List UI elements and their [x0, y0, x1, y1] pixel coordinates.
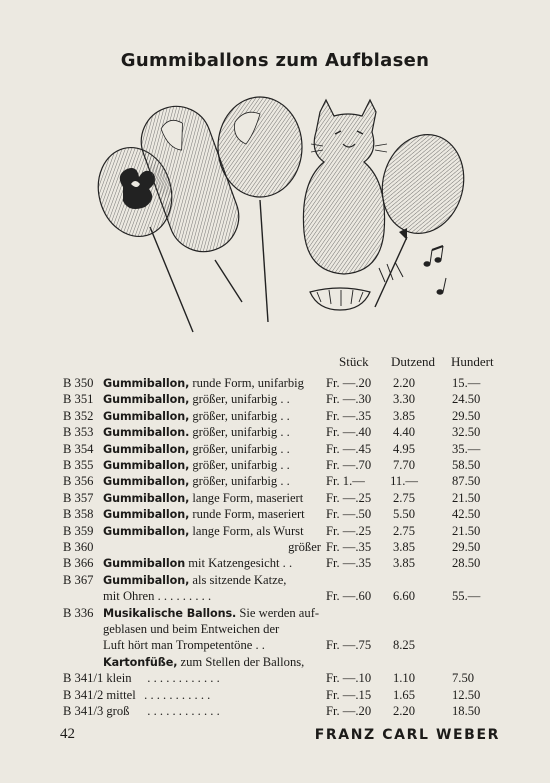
item-code: B 366: [63, 556, 94, 571]
price-per-piece: Fr. —.20: [326, 704, 372, 718]
table-row: [0, 472, 550, 490]
price-per-piece: Fr. —.35: [326, 408, 372, 423]
price-per-dozen: 3.85: [392, 556, 416, 571]
price-per-dozen: 3.30: [392, 392, 416, 407]
item-code: B 351: [63, 392, 94, 407]
item-code: B 336: [63, 605, 94, 620]
price-per-piece: Fr. —.25: [326, 523, 372, 538]
price-per-dozen: 1.65: [392, 687, 416, 702]
item-detail: geblasen und beim Entweichen der: [103, 622, 280, 636]
item-name: Kartonfüße,: [103, 655, 178, 669]
price-per-dozen: 11.—: [390, 474, 418, 489]
price-per-hundred: 32.50: [452, 425, 481, 440]
table-row: [0, 456, 550, 474]
item-description: [141, 702, 321, 720]
table-row: [0, 604, 550, 622]
balloon-cat: [303, 100, 387, 310]
table-row: [0, 669, 550, 687]
price-per-dozen: 3.85: [392, 540, 416, 554]
table-row: [0, 620, 550, 638]
item-detail: größer: [288, 540, 321, 554]
item-detail: größer, unifarbig . .: [189, 458, 290, 472]
price-per-dozen: 8.25: [392, 638, 416, 653]
price-per-hundred: 21.50: [452, 523, 481, 538]
price-per-piece: Fr. —.35: [326, 540, 372, 554]
price-per-piece: Fr. —.50: [326, 507, 372, 522]
table-row: [0, 554, 550, 572]
price-per-hundred: 29.50: [452, 540, 481, 554]
price-per-hundred: 42.50: [452, 507, 481, 522]
page-title: Gummiballons zum Aufblasen: [120, 50, 430, 71]
publisher-name: FRANZ CARL WEBER: [314, 727, 500, 743]
price-per-dozen: 2.75: [392, 490, 416, 505]
item-detail: mit Ohren . . . . . . . . .: [103, 589, 212, 604]
table-row: [0, 636, 550, 654]
price-per-piece: Fr. 1.—: [326, 474, 365, 489]
table-row: [0, 390, 550, 408]
table-row: [0, 489, 550, 507]
table-row: [0, 440, 550, 458]
item-code: B 341/3 groß: [63, 704, 130, 718]
price-per-dozen: 2.75: [392, 523, 416, 538]
item-description: [103, 538, 321, 556]
price-per-dozen: 2.20: [392, 376, 416, 390]
item-detail: größer, unifarbig . .: [189, 441, 290, 456]
price-per-piece: Fr. —.10: [326, 671, 372, 686]
table-row: [0, 374, 550, 392]
price-per-piece: Fr. —.75: [326, 638, 372, 653]
item-code: B 356: [63, 474, 94, 489]
item-description: [103, 620, 321, 638]
item-code: B 353: [63, 425, 94, 440]
item-detail: zum Stellen der Ballons,: [177, 654, 305, 669]
price-per-hundred: 12.50: [452, 687, 481, 702]
column-header-stueck: Stück: [339, 354, 369, 369]
item-name: Gummiballon,: [103, 377, 190, 390]
price-per-piece: Fr. —.60: [326, 589, 372, 604]
price-per-dozen: 1.10: [392, 671, 416, 686]
price-per-hundred: 21.50: [452, 490, 481, 505]
item-name: Gummiballon,: [103, 524, 190, 538]
item-name: Gummiballon,: [103, 573, 190, 587]
item-code: B 341/1 klein: [63, 671, 132, 686]
price-per-piece: Fr. —.25: [326, 490, 372, 505]
price-per-dozen: 4.95: [392, 441, 416, 456]
column-header-dutzend: Dutzend: [391, 354, 436, 369]
price-per-piece: Fr. —.20: [326, 376, 372, 390]
price-per-hundred: 29.50: [452, 408, 481, 423]
item-detail: als sitzende Katze,: [189, 572, 287, 587]
price-per-dozen: 3.85: [392, 408, 416, 423]
item-name: Gummiballon,: [103, 442, 190, 456]
price-per-hundred: 18.50: [452, 704, 481, 718]
table-row: [0, 702, 550, 720]
item-name: Musikalische Ballons.: [103, 606, 237, 620]
price-per-dozen: 6.60: [392, 589, 416, 604]
table-row: [0, 571, 550, 589]
price-per-dozen: 2.20: [392, 704, 416, 718]
item-detail: größer, unifarbig . .: [189, 408, 290, 423]
table-row: [0, 407, 550, 425]
item-detail: größer, unifarbig . .: [189, 392, 290, 407]
item-code: B 367: [63, 572, 94, 587]
price-per-hundred: 7.50: [452, 671, 475, 686]
item-name: Gummiballon,: [103, 459, 190, 472]
item-name: Gummiballon,: [103, 393, 190, 407]
item-detail: lange Form, als Wurst: [189, 523, 304, 538]
table-row: [0, 686, 550, 704]
price-per-piece: Fr. —.15: [326, 687, 372, 702]
price-per-piece: Fr. —.40: [326, 425, 372, 440]
price-per-piece: Fr. —.35: [326, 556, 372, 571]
item-detail: lange Form, maseriert: [189, 490, 304, 505]
balloons-illustration: [95, 92, 465, 337]
item-code: B 357: [63, 490, 94, 505]
item-code: B 360: [63, 540, 94, 554]
table-row: [0, 522, 550, 540]
item-code: B 359: [63, 523, 94, 538]
price-per-piece: Fr. —.45: [326, 441, 372, 456]
table-row: [0, 423, 550, 441]
item-code: B 352: [63, 408, 94, 423]
page-number: 42: [60, 726, 75, 742]
price-per-piece: Fr. —.30: [326, 392, 372, 407]
item-code: B 341/2 mittel: [63, 687, 136, 702]
price-per-hundred: 87.50: [452, 474, 481, 489]
item-code: B 358: [63, 507, 94, 522]
item-description: [103, 636, 321, 654]
item-detail: größer, unifarbig . .: [189, 425, 290, 440]
item-detail: . . . . . . . . . . . .: [141, 671, 220, 686]
price-per-piece: Fr. —.70: [326, 458, 372, 472]
item-detail: mit Katzengesicht . .: [185, 556, 293, 571]
price-per-dozen: 7.70: [392, 458, 416, 472]
price-per-hundred: 35.—: [452, 441, 481, 456]
price-per-hundred: 15.—: [452, 376, 481, 390]
item-description: [141, 669, 321, 687]
item-detail: . . . . . . . . . . . .: [141, 704, 220, 718]
balloon-musical: [371, 125, 465, 294]
table-row: [0, 538, 550, 556]
item-detail: runde Form, unifarbig: [189, 376, 304, 390]
item-name: Gummiballon,: [103, 409, 190, 423]
price-per-hundred: 28.50: [452, 556, 481, 571]
item-detail: Luft hört man Trompetentöne . .: [103, 638, 265, 653]
balloon-round: [218, 97, 302, 197]
item-detail: . . . . . . . . . . .: [141, 687, 211, 702]
item-name: Gummiballon,: [103, 475, 190, 489]
table-row: [0, 505, 550, 523]
column-header-hundert: Hundert: [451, 354, 494, 369]
price-per-dozen: 5.50: [392, 507, 416, 522]
table-row: [0, 653, 550, 671]
item-name: Gummiballon,: [103, 491, 190, 505]
item-name: Gummiballon.: [103, 426, 190, 440]
item-code: B 354: [63, 441, 94, 456]
price-per-dozen: 4.40: [392, 425, 416, 440]
item-name: Gummiballon,: [103, 508, 190, 522]
price-per-hundred: 58.50: [452, 458, 481, 472]
item-name: Gummiballon: [103, 557, 186, 571]
item-description: [103, 587, 321, 605]
table-row: [0, 587, 550, 605]
item-detail: runde Form, maseriert: [189, 507, 305, 522]
item-code: B 350: [63, 376, 94, 390]
item-code: B 355: [63, 458, 94, 472]
item-detail: Sie werden auf-: [236, 605, 320, 620]
price-per-hundred: 24.50: [452, 392, 481, 407]
item-description: [141, 686, 321, 704]
item-detail: größer, unifarbig . .: [189, 474, 290, 489]
price-per-hundred: 55.—: [452, 589, 481, 604]
